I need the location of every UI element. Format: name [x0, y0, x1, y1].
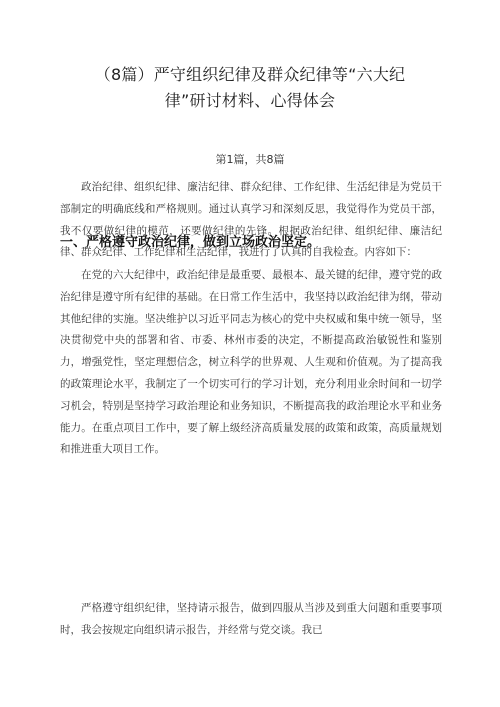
section-paragraph-continued: 严格遵守组织纪律，坚持请示报告，做到四服从当涉及到重大问题和重要事项时，我会按规定向组织请示报告，并经常与党交谈。我已: [60, 602, 442, 636]
section-heading: 一、严格遵守政治纪律，做到立场政治坚定。: [60, 235, 321, 250]
document-title: （8篇）严守组织纪律及群众纪律等“六大纪律”研讨材料、心得体会: [94, 65, 406, 110]
intro-paragraph: 政治纪律、组织纪律、廉洁纪律、群众纪律、工作纪律、生活纪律是为党员干部制定的明确底线和严格规则。通过认真学习和深刻反思，我觉得作为党员干部，我不仅要做纪律的模范，还要做纪律的先锋。根据政治纪律、组织纪律、廉洁纪律、群众纪律、工作纪律和生活纪律，我进行了认真的自我检查。内容如下：: [60, 181, 442, 259]
document-subtitle: 第1篇，共8篇: [215, 153, 285, 166]
section-paragraph: 在党的六大纪律中，政治纪律是最重要、最根本、最关键的纪律，遵守党的政治纪律是遵守所有纪律的基础。在日常工作生活中，我坚持以政治纪律为纲，带动其他纪律的实施。坚决维护以习近平同志为核心的党中央权威和集中统一领导，坚决贯彻党中央的部署和省、市委、林州市委的决定，不断提高政治敏锐性和鉴别力，增强党性，坚定理想信念，树立科学的世界观、人生观和价值观。为了提高我的政策理论水平，我制定了一个切实可行的学习计划，充分利用业余时间和一切学习机会，特别是坚持学习政治理论和业务知识，不断提高我的政治理论水平和业务能力。在重点项目工作中，要了解上级经济高质量发展的政策和政策，高质量规划和推进重大项目工作。: [60, 269, 442, 456]
